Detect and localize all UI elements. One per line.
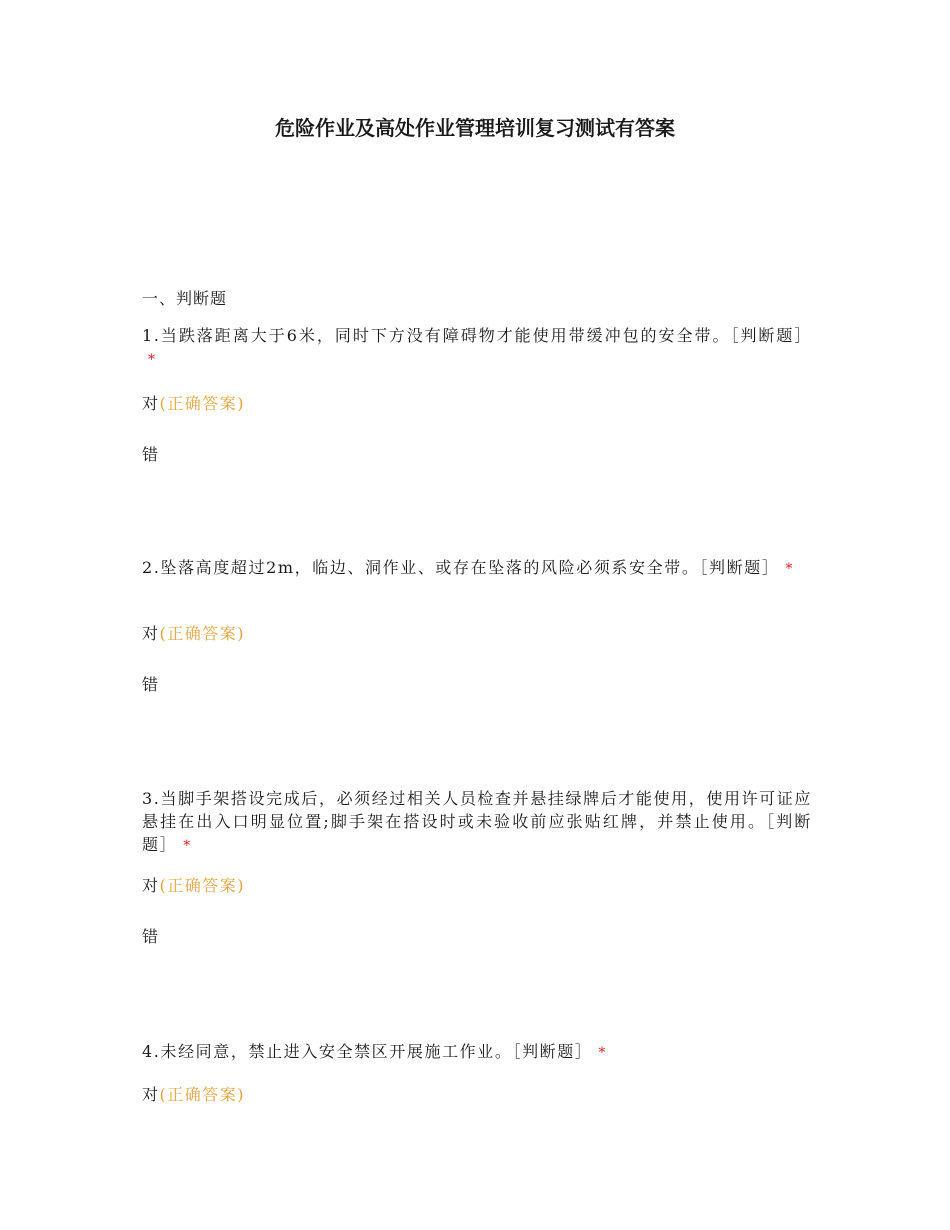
option-true[interactable]: 对(正确答案) — [142, 876, 246, 895]
question-3 — [142, 787, 812, 858]
correct-answer-tag: (正确答案) — [159, 1085, 246, 1104]
required-mark: * — [148, 352, 157, 368]
option-false[interactable]: 错 — [142, 927, 160, 946]
option-true[interactable]: 对(正确答案) — [142, 394, 246, 413]
question-2 — [142, 556, 812, 581]
question-4 — [142, 1040, 812, 1065]
question-text: 2.坠落高度超过2m，临边、洞作业、或存在坠落的风险必须系安全带。［判断题］ * — [142, 558, 795, 577]
question-text: 3.当脚手架搭设完成后，必须经过相关人员检查并悬挂绿牌后才能使用，使用许可证应悬挂在出入口明显位置;脚手架在搭设时或未验收前应张贴红牌，并禁止使用。［判断题］ * — [142, 789, 812, 854]
question-text: 4.未经同意，禁止进入安全禁区开展施工作业。［判断题］ * — [142, 1042, 608, 1061]
option-true[interactable]: 对(正确答案) — [142, 1085, 246, 1104]
option-false[interactable]: 错 — [142, 445, 160, 464]
question-text: 1.当跌落距离大于6米，同时下方没有障碍物才能使用带缓冲包的安全带。［判断题］* — [142, 326, 812, 368]
section-heading: 一、判断题 — [142, 289, 228, 308]
correct-answer-tag: (正确答案) — [159, 624, 246, 643]
option-false[interactable]: 错 — [142, 675, 160, 694]
option-true[interactable]: 对(正确答案) — [142, 624, 246, 643]
required-mark: * — [785, 561, 795, 577]
correct-answer-tag: (正确答案) — [159, 394, 246, 413]
required-mark: * — [183, 838, 192, 854]
question-1 — [142, 324, 812, 372]
correct-answer-tag: (正确答案) — [159, 876, 246, 895]
page-title: 危险作业及高处作业管理培训复习测试有答案 — [275, 116, 675, 140]
required-mark: * — [598, 1045, 608, 1061]
